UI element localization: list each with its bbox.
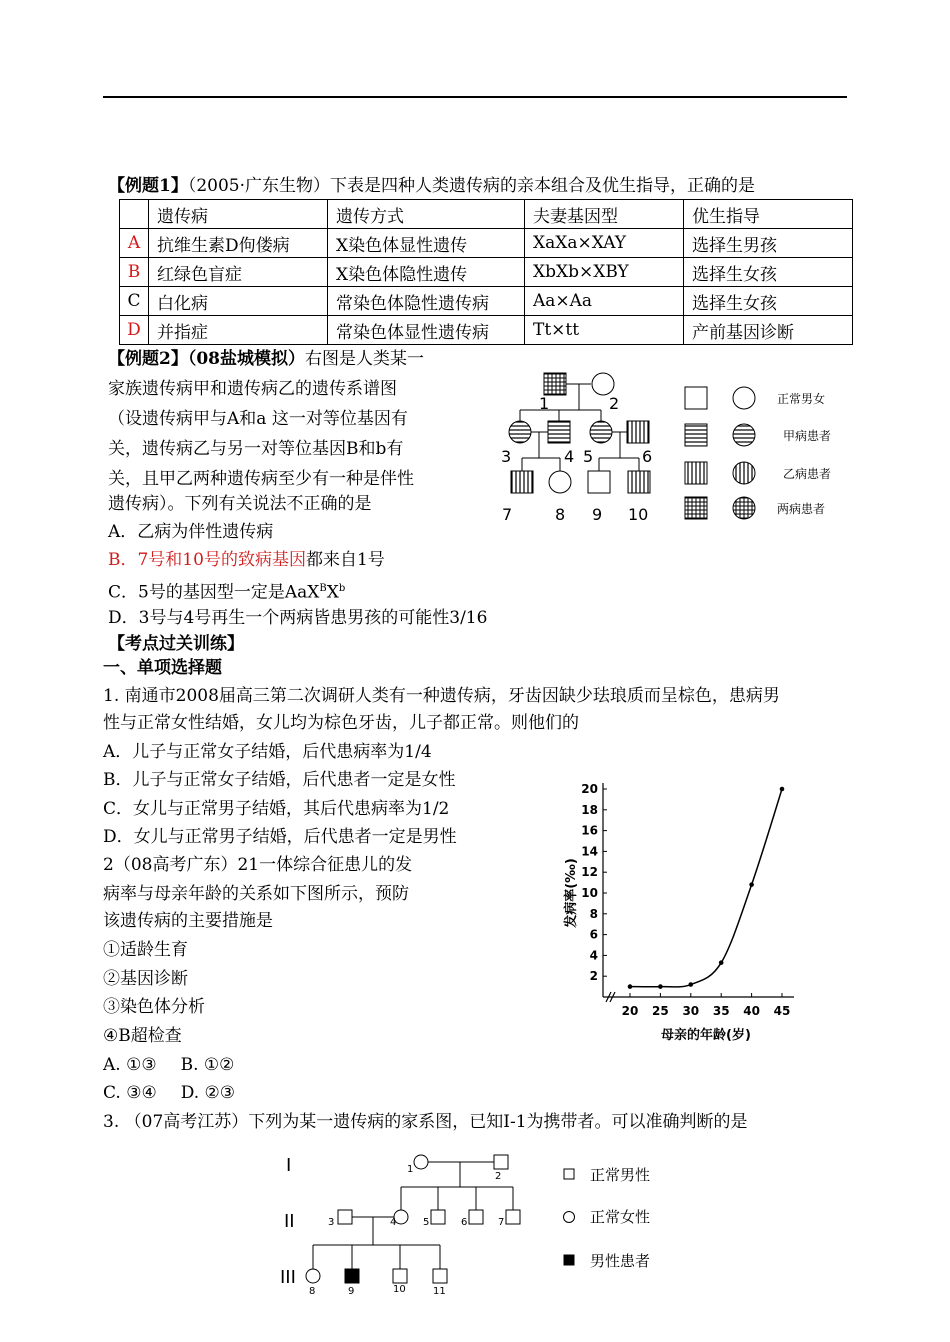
- q2-choice: B. ①②: [180, 1055, 235, 1075]
- x-tick-label: 30: [682, 1004, 700, 1018]
- legend-affected-male-symbol: [564, 1255, 574, 1265]
- table-header-cell: 夫妻基因型: [525, 200, 684, 229]
- q2-choices: [103, 1083, 235, 1103]
- y-tick-label: 16: [581, 823, 598, 838]
- y-tick-label: 10: [581, 886, 598, 900]
- option-b-text: 都来自1号: [305, 550, 385, 570]
- example2-body-line: 关，遗传病乙与另一对等位基因B和b有: [108, 439, 404, 459]
- y-tick-label: 8: [589, 906, 598, 921]
- row-genotype: Tt×tt: [525, 316, 684, 345]
- data-point: [628, 984, 633, 989]
- q2-choices: [103, 1055, 234, 1075]
- inheritance-table: [119, 199, 853, 345]
- example2-option-b: [108, 550, 385, 570]
- incidence-chart: [555, 775, 810, 1050]
- table-row: [120, 258, 853, 287]
- disease-a-female-symbol: [509, 421, 531, 443]
- row-disease: 抗维生素D佝偻病: [149, 229, 328, 258]
- data-point: [689, 982, 694, 987]
- row-disease: 白化病: [149, 287, 328, 316]
- carrier-female-symbol: [414, 1155, 428, 1169]
- pedigree-diagram-1: [495, 365, 855, 525]
- example1-text: （2005·广东生物）下表是四种人类遗传病的亲本组合及优生指导，正确的是: [187, 176, 756, 196]
- row-genotype: XbXb×XBY: [525, 258, 684, 287]
- legend-disease-b-male-symbol: [685, 462, 707, 484]
- row-advice: 产前基因诊断: [684, 316, 853, 345]
- legend-label: 正常男女: [777, 392, 826, 406]
- table-header-cell: 遗传病: [149, 200, 328, 229]
- legend-label: 甲病患者: [783, 429, 832, 443]
- pedigree-number: 2: [609, 394, 620, 413]
- normal-male-symbol: [431, 1210, 445, 1224]
- generation-label: III: [280, 1267, 296, 1288]
- table-header-cell: 遗传方式: [328, 200, 525, 229]
- legend-label: 乙病患者: [783, 467, 832, 481]
- row-letter: C: [120, 287, 149, 316]
- row-genotype: XaXa×XAY: [525, 229, 684, 258]
- q1-line: 性与正常女性结婚，女儿均为棕色牙齿，儿子都正常。则他们的: [103, 713, 579, 733]
- legend-both-disease-male-symbol: [685, 497, 707, 519]
- row-mode: X染色体显性遗传: [328, 229, 525, 258]
- pedigree-number: 9: [592, 505, 603, 524]
- y-tick-label: 12: [581, 865, 598, 880]
- table-header-cell: 优生指导: [684, 200, 853, 229]
- example2-body-line: 家族遗传病甲和遗传病乙的遗传系谱图: [108, 379, 397, 399]
- normal-female-symbol: [306, 1269, 320, 1283]
- normal-male-symbol: [433, 1269, 447, 1283]
- example2-text: 右图是人类某一: [305, 349, 424, 369]
- pedigree-number: 7: [502, 505, 513, 524]
- pedigree-number: 4: [390, 1217, 397, 1228]
- normal-male-symbol: [506, 1210, 520, 1224]
- q1-option: C．女儿与正常男子结婚，其后代患病率为1/2: [103, 799, 450, 819]
- row-advice: 选择生女孩: [684, 258, 853, 287]
- row-mode: 常染色体隐性遗传病: [328, 287, 525, 316]
- legend-disease-b-female-symbol: [733, 462, 755, 484]
- series-line: [630, 789, 782, 987]
- legend-normal-female-symbol: [733, 387, 755, 409]
- q1-option: B．儿子与正常女子结婚，后代患者一定是女性: [103, 770, 456, 790]
- row-advice: 选择生男孩: [684, 229, 853, 258]
- row-disease: 并指症: [149, 316, 328, 345]
- q1-option: D．女儿与正常男子结婚，后代患者一定是男性: [103, 827, 457, 847]
- x-axis-label: 母亲的年龄(岁): [661, 1028, 751, 1043]
- q2-choice: A. ①③: [103, 1055, 157, 1075]
- pedigree-number: 4: [564, 447, 575, 466]
- normal-male-symbol: [338, 1210, 352, 1224]
- section-heading: 一、单项选择题: [103, 658, 222, 678]
- legend-label: 两病患者: [777, 502, 826, 516]
- row-letter: B: [120, 258, 149, 287]
- legend-label: 正常男性: [590, 1166, 651, 1184]
- legend-label: 男性患者: [590, 1252, 651, 1270]
- table-row: [120, 316, 853, 345]
- disease-a-female-symbol: [590, 421, 612, 443]
- row-mode: X染色体隐性遗传: [328, 258, 525, 287]
- chart-axes: [603, 783, 794, 1002]
- normal-male-symbol: [494, 1155, 508, 1169]
- q3-line: 3. （07高考江苏）下列为某一遗传病的家系图，已知I-1为携带者。可以准确判断的是: [103, 1112, 748, 1132]
- row-mode: 常染色体显性遗传病: [328, 316, 525, 345]
- table-row: [120, 287, 853, 316]
- example2-option-a: A．乙病为伴性遗传病: [108, 522, 274, 542]
- pedigree-number: 10: [393, 1284, 406, 1295]
- option-b-highlight: B．7号和10号的致病基因: [108, 550, 306, 570]
- row-letter: A: [120, 229, 149, 258]
- data-point: [719, 960, 724, 965]
- pedigree-number: 1: [407, 1164, 414, 1175]
- legend-normal-male-symbol: [564, 1169, 574, 1179]
- data-point: [658, 984, 663, 989]
- normal-male-symbol: [393, 1269, 407, 1283]
- y-tick-label: 14: [581, 844, 598, 859]
- pedigree-number: 5: [423, 1217, 430, 1228]
- q2-choice: C. ③④: [103, 1083, 157, 1103]
- data-point: [780, 787, 785, 792]
- example2-body-line: （设遗传病甲与A和a 这一对等位基因有: [108, 409, 408, 429]
- option-c-sup-b: B: [319, 583, 327, 594]
- row-letter: D: [120, 316, 149, 345]
- example2-label: 【例题2】（08盐城模拟）: [108, 349, 305, 369]
- legend-label: 正常女性: [590, 1208, 651, 1226]
- example2-option-c: [108, 579, 345, 603]
- legend-disease-a-male-symbol: [685, 424, 707, 446]
- pedigree-diagram-2: [270, 1145, 690, 1300]
- y-tick-label: 6: [589, 927, 598, 942]
- q2-choice: D. ②③: [180, 1083, 236, 1103]
- legend-normal-male-symbol: [685, 387, 707, 409]
- pedigree-number: 2: [495, 1171, 502, 1182]
- legend-normal-female-symbol: [564, 1212, 575, 1223]
- q2-measure: ①适龄生育: [103, 940, 188, 960]
- example1-title: [108, 176, 755, 196]
- pedigree-number: 6: [461, 1217, 468, 1228]
- q2-measure: ④B超检查: [103, 1026, 182, 1046]
- legend-disease-a-female-symbol: [733, 424, 755, 446]
- q1-option: A．儿子与正常女子结婚，后代患病率为1/4: [103, 742, 432, 762]
- pedigree-number: 9: [348, 1286, 355, 1297]
- both-disease-male-symbol: [544, 373, 566, 395]
- row-disease: 红绿色盲症: [149, 258, 328, 287]
- generation-label: II: [284, 1211, 295, 1232]
- example2-title: [108, 349, 424, 369]
- y-axis-label: 发病率(‰): [564, 858, 579, 928]
- q2-line: 病率与母亲年龄的关系如下图所示，预防: [103, 884, 409, 904]
- option-c-sup-b2: b: [338, 583, 346, 594]
- pedigree-number: 11: [433, 1286, 446, 1297]
- affected-male-symbol: [345, 1269, 359, 1283]
- y-tick-label: 2: [589, 969, 598, 984]
- pedigree-number: 6: [642, 447, 653, 466]
- x-tick-label: 20: [621, 1004, 639, 1018]
- x-tick-label: 40: [743, 1004, 760, 1018]
- example1-label: 【例题1】: [108, 176, 188, 196]
- normal-male-symbol: [469, 1210, 483, 1224]
- q2-line: 该遗传病的主要措施是: [103, 911, 273, 931]
- normal-male-symbol: [588, 471, 610, 493]
- example2-option-d: D．3号与4号再生一个两病皆患男孩的可能性3/16: [108, 608, 488, 628]
- pedigree-number: 10: [628, 505, 649, 524]
- row-genotype: Aa×Aa: [525, 287, 684, 316]
- example2-body-line: 遗传病）。下列有关说法不正确的是: [108, 494, 372, 514]
- option-c-text: C．5号的基因型一定是AaX: [108, 582, 320, 603]
- disease-b-male-symbol: [627, 421, 649, 443]
- x-tick-label: 25: [652, 1004, 669, 1018]
- example2-body-line: 关，且甲乙两种遗传病至少有一种是伴性: [108, 469, 414, 489]
- q2-line: 2（08高考广东）21一体综合征患儿的发: [103, 855, 413, 875]
- pedigree-number: 8: [309, 1286, 316, 1297]
- pedigree-number: 7: [498, 1217, 505, 1228]
- option-c-x: X: [326, 582, 339, 603]
- table-row: [120, 229, 853, 258]
- training-title: 【考点过关训练】: [108, 634, 244, 654]
- pedigree-number: 5: [583, 447, 594, 466]
- normal-female-symbol: [549, 471, 571, 493]
- pedigree-number: 3: [328, 1217, 335, 1228]
- q2-measure: ③染色体分析: [103, 997, 205, 1017]
- data-point: [749, 882, 754, 887]
- y-tick-label: 18: [581, 802, 598, 817]
- x-tick-label: 45: [773, 1004, 791, 1018]
- row-advice: 选择生女孩: [684, 287, 853, 316]
- pedigree-number: 1: [539, 394, 550, 413]
- q1-line: 1. 南通市2008届高三第二次调研人类有一种遗传病，牙齿因缺少珐琅质而呈棕色，患病男: [103, 686, 780, 706]
- pedigree-number: 3: [501, 447, 512, 466]
- generation-label: I: [286, 1155, 292, 1176]
- disease-b-male-symbol: [511, 471, 533, 493]
- series-points: [628, 787, 785, 989]
- normal-female-symbol: [592, 373, 614, 395]
- y-tick-label: 20: [581, 782, 598, 796]
- table-header-cell: [120, 200, 149, 229]
- legend-both-disease-female-symbol: [733, 497, 755, 519]
- header-rule: [103, 96, 847, 98]
- table-header-row: [120, 200, 853, 229]
- disease-a-male-symbol: [548, 421, 570, 443]
- q2-measure: ②基因诊断: [103, 969, 188, 989]
- pedigree-number: 8: [555, 505, 566, 524]
- disease-b-male-symbol: [628, 471, 650, 493]
- x-tick-label: 35: [712, 1004, 730, 1018]
- y-tick-label: 4: [589, 948, 598, 963]
